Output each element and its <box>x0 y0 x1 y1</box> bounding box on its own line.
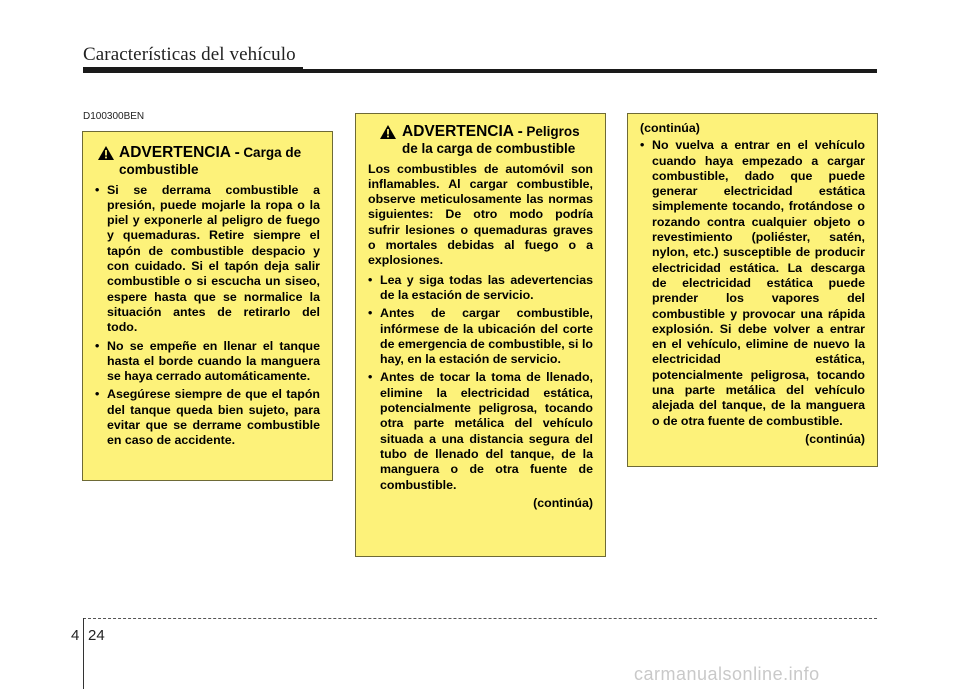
warning-subtitle-line2: combustible <box>119 162 199 178</box>
footer-rule <box>83 618 877 619</box>
list-item: • Antes de cargar combustible, infórmese de la ubicación del corte de emergencia de combustible, si lo hay, en la estación de servicio. <box>368 306 593 367</box>
header-rule <box>83 69 877 73</box>
warning-intro: Los combustibles de automóvil son inflamables. Al cargar combustible, observe meticulosamente las normas siguientes: De otro modo podría sufrir lesiones o quemaduras graves o mortales debidas al fuego o a explosiones. <box>368 161 593 268</box>
warning-triangle-icon <box>380 125 396 139</box>
continues-label: (continúa) <box>805 431 865 446</box>
page-header-title: Características del vehículo <box>83 44 296 65</box>
warning-heading <box>95 144 320 179</box>
watermark: carmanualsonline.info <box>634 664 820 684</box>
continues-label: (continúa) <box>533 495 593 510</box>
warning-subtitle-line2: de la carga de combustible <box>402 141 576 157</box>
section-code: D100300BEN <box>83 111 145 122</box>
list-item: • Lea y siga todas las adevertencias de la estación de servicio. <box>368 273 593 304</box>
section-number: 4 <box>71 627 80 644</box>
warning-box-fuel-hazards <box>355 113 606 557</box>
warning-subtitle: Carga de <box>243 145 302 160</box>
warning-box-fuel-loading <box>82 131 333 481</box>
warning-title: ADVERTENCIA - <box>119 144 240 161</box>
list-item: • Asegúrese siempre de que el tapón del tanque queda bien sujeto, para evitar que se derrame combustible en caso de accidente. <box>95 387 320 448</box>
page-number: 24 <box>88 627 105 644</box>
list-item: • Si se derrama combustible a presión, puede mojarle la ropa o la piel y exponerle al peligro de fuego y quemaduras. Retire siempre el tapón de combustible despacio y con cuidado. Si el tapón deja salir combustible o si escucha un siseo, espere hasta que se normalice la situación antes de retirarlo del todo. <box>95 183 320 336</box>
warning-title: ADVERTENCIA - <box>402 123 523 140</box>
warning-list <box>368 273 593 493</box>
list-item: • No vuelva a entrar en el vehículo cuando haya empezado a cargar combustible, dado que puede generar electricidad estática simplemente tocando, frotándose o rozando contra cualquier objeto o revestimiento (poliéster, satén, nylon, etc.) susceptible de producir electricidad estática. La descarga de electricidad estática puede prender los vapores del combustible y provocar una rápida explosión. Si debe volver a entrar en el vehículo, elimine de nuevo la electricidad estática, potencialmente peligrosa, tocando una parte metálica del vehículo alejada del tanque, de la manguera o de otra fuente de combustible. <box>640 138 865 429</box>
warning-list <box>640 138 865 429</box>
footer-divider <box>83 618 84 689</box>
warning-box-continued <box>627 113 878 467</box>
warning-triangle-icon <box>98 146 114 160</box>
continued-label: (continúa) <box>640 121 700 135</box>
warning-heading <box>368 123 593 158</box>
list-item: • No se empeñe en llenar el tanque hasta el borde cuando la manguera se haya cerrado automáticamente. <box>95 339 320 385</box>
warning-subtitle: Peligros <box>526 124 580 139</box>
warning-list <box>95 183 320 449</box>
list-item: • Antes de tocar la toma de llenado, elimine la electricidad estática, potencialmente peligrosa, tocando otra parte metálica del vehículo situada a una distancia segura del tubo de llenado del tanque, de la manguera o de otra fuente de combustible. <box>368 370 593 492</box>
